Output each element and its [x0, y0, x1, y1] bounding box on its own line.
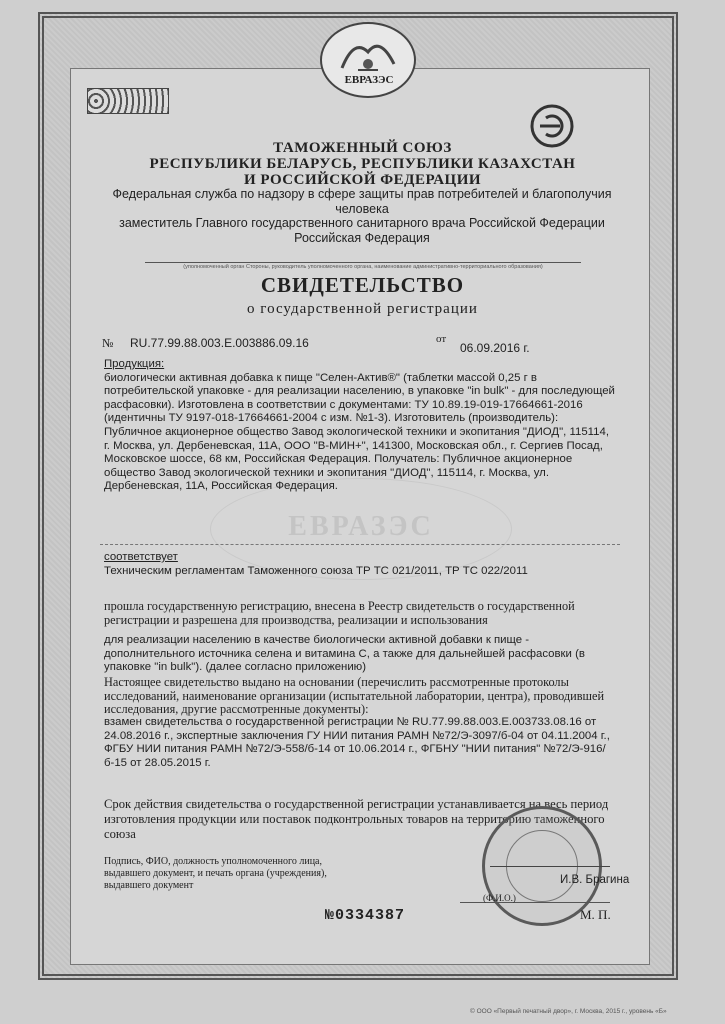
separator-line	[100, 544, 620, 546]
signature-caption: Подпись, ФИО, должность уполномоченного лица, выдавшего документ, и печать органа (учреждения), выдавшего документ	[104, 856, 327, 891]
conformity-text: Техническим регламентам Таможенного союза ТР ТС 021/2011, ТР ТС 022/2011	[104, 564, 528, 577]
authority-block	[104, 187, 620, 245]
fio-caption: (Ф.И.О.)	[483, 893, 516, 903]
header-line-1: ТАМОЖЕННЫЙ СОЮЗ	[273, 140, 452, 156]
number-label: №	[102, 336, 114, 350]
eurasec-emblem	[320, 22, 416, 98]
basis-value: взамен свидетельства о государственной регистрации № RU.77.99.88.003.Е.003733.08.16 от 24.08.2016 г., экспертные заключения ГУ НИИ питания РАМН №72/Э-3097/б-04 от 04.11.2004 г., ФГБУ НИИ питания РАМН №72/Э-558/б-14 от 10.06.2014 г., ФГБНУ "НИИ питания" №72/Э-916/б-15 от 28.05.2015 г.	[104, 716, 610, 769]
conformity-label: соответствует	[104, 551, 178, 563]
header-line-2: РЕСПУБЛИКИ БЕЛАРУСЬ, РЕСПУБЛИКИ КАЗАХСТАН	[149, 156, 576, 172]
validity-text: Срок действия свидетельства о государственной регистрации устанавливается на весь период изготовления продукции или поставок подконтрольных товаров на территорию таможенного союза	[104, 797, 609, 841]
watermark: ЕВРАЗЭС	[210, 478, 512, 580]
serial-number: №0334387	[325, 907, 406, 924]
signatory-name: И.В. Брагина	[560, 874, 630, 886]
header-line-3: И РОССИЙСКОЙ ФЕДЕРАЦИИ	[243, 172, 482, 188]
registered-text: прошла государственную регистрацию, внесена в Реестр свидетельств о государственной регистрации и разрешена для производства, реализации и использования	[104, 599, 575, 627]
union-header	[110, 140, 615, 188]
product-label: Продукция:	[104, 358, 165, 370]
product-section	[104, 358, 618, 494]
authority-caption: (уполномоченный орган Стороны, руководитель уполномоченного органа, наименование административно-территориального образования)	[145, 262, 581, 270]
document-title: СВИДЕТЕЛЬСТВО	[260, 273, 465, 297]
authority-line-2: заместитель Главного государственного санитарного врача Российской Федерации	[119, 216, 605, 230]
authority-line-1: Федеральная служба по надзору в сфере защиты прав потребителей и благополучия человека	[112, 187, 612, 216]
document-subtitle: о государственной регистрации	[247, 301, 478, 317]
usage-text: для реализации населению в качестве биологически активной добавки к пище - дополнительного источника селена и витамина С, а также для дальнейшей расфасовки (в упаковке "in bulk"). (далее согласно приложению)	[104, 634, 585, 674]
printer-footnote: © ООО «Первый печатный двор», г. Москва, 2015 г., уровень «Б»	[470, 1008, 667, 1015]
ornament-pattern	[87, 88, 169, 114]
basis-text: Настоящее свидетельство выдано на основании (перечислить рассмотренные протоколы исследований, наименование организации (испытательной лаборатории, центра), проводившей исследования, другие рассмотренные документы):	[104, 675, 605, 717]
conformity-section	[104, 551, 618, 578]
product-text: биологически активная добавка к пище "Селен-Актив®" (таблетки массой 0,25 г в потребительской упаковке - для реализации населению, в упаковке "in bulk" - для последующей расфасовки). Изготовлена в соответствии с документами: ТУ 10.89.19-019-17664661-2016 (идентичны ТУ 9197-018-17664661-2004 с изм. №1-3). Изготовитель (производитель): Публичное акционерное общество Завод экологической техники и экопитания "ДИОД", 115114, г. Москва, ул. Дербеневская, 11А, ООО "В-МИН+", 141300, Московская обл., г. Сергиев Посад, Московское шоссе, 68 км, Российская Федерация. Получатель: Публичное акционерное общество Завод экологической техники и экопитания "ДИОД", 115114, г. Москва, ул. Дербеневская, 11А, Российская Федерация.	[104, 371, 615, 493]
registration-number: RU.77.99.88.003.Е.003886.09.16	[130, 336, 309, 350]
signature-line	[490, 866, 610, 867]
date-label: от	[436, 333, 447, 345]
registration-date: 06.09.2016 г.	[460, 341, 530, 355]
emblem-caption: ЕВРАЗЭС	[344, 74, 394, 86]
authority-line-3: Российская Федерация	[294, 230, 430, 245]
mp-label: М. П.	[580, 907, 611, 922]
